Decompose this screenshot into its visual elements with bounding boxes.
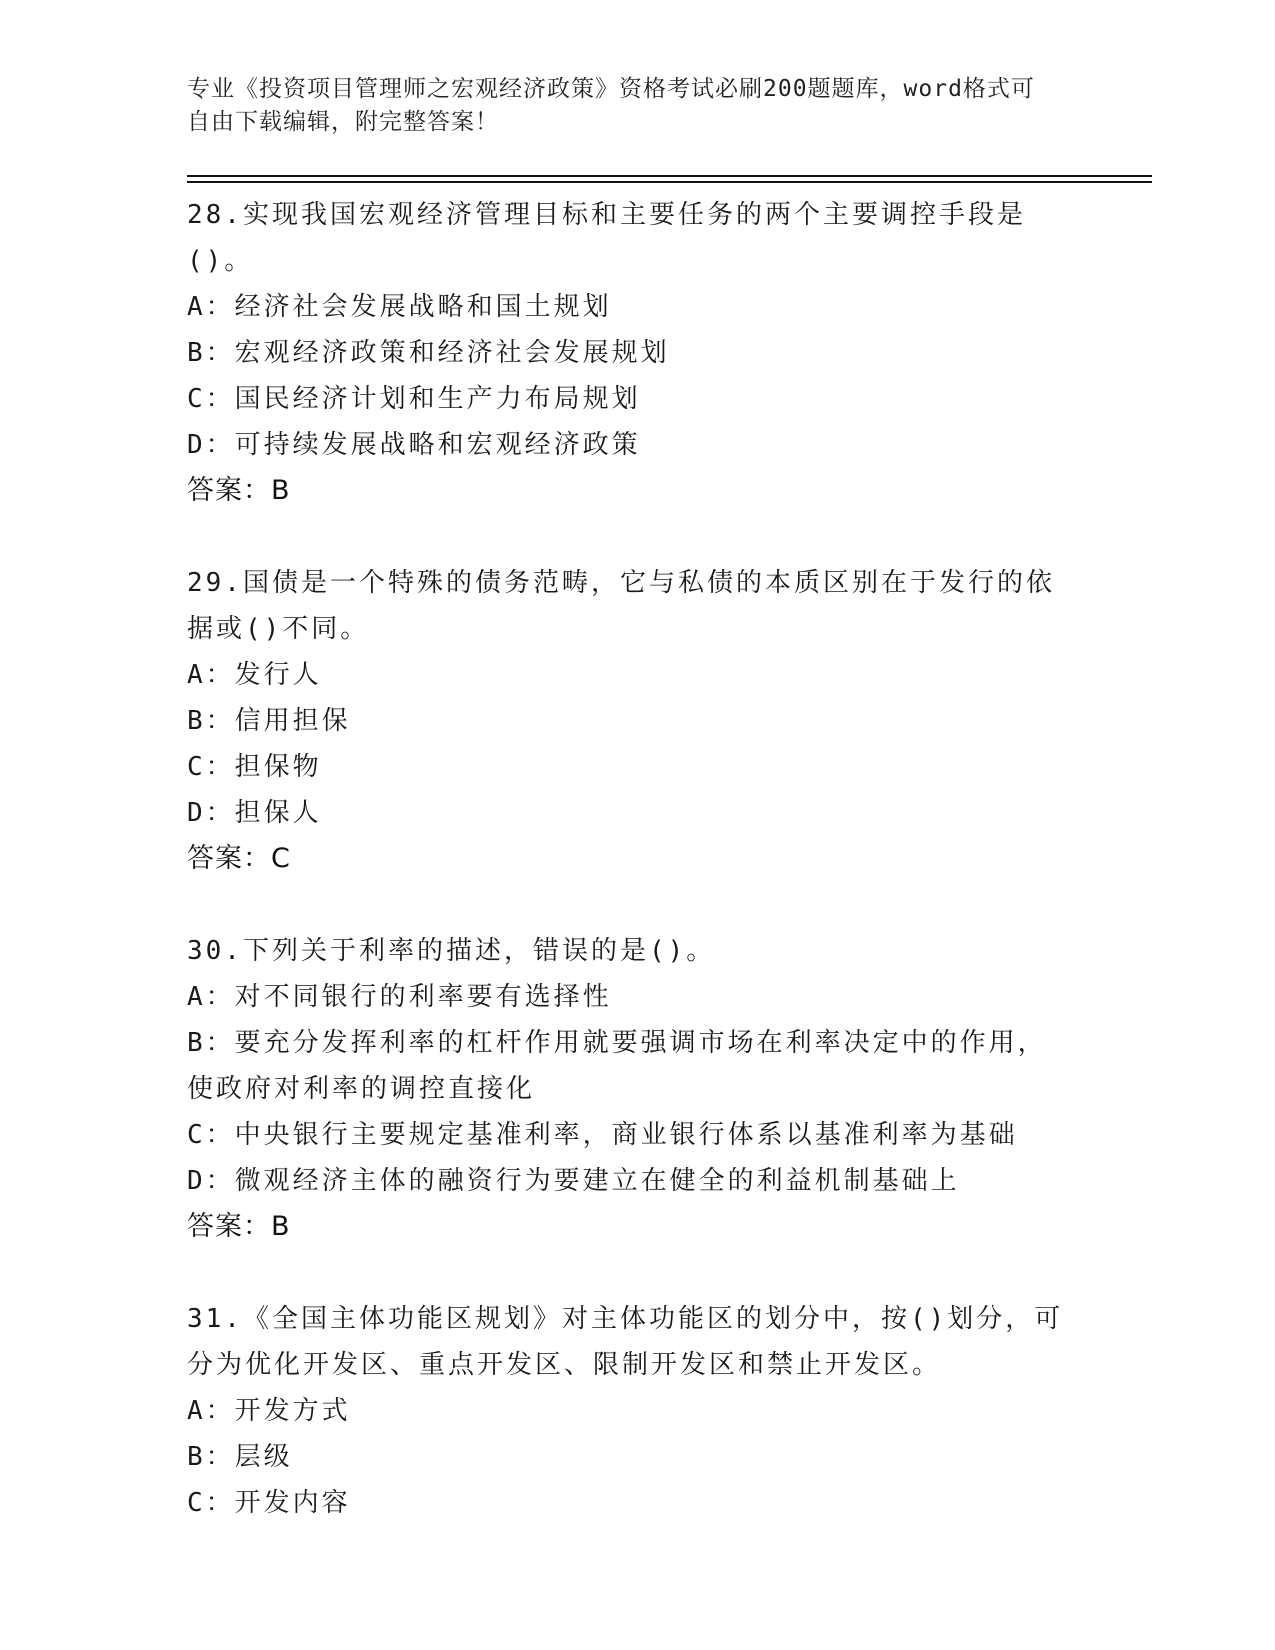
question-31	[187, 1296, 1067, 1526]
option-d: D：微观经济主体的融资行为要建立在健全的利益机制基础上	[187, 1166, 960, 1196]
document-header	[187, 73, 1067, 139]
option-c: C：开发内容	[187, 1488, 351, 1518]
answer-line: 答案：B	[187, 475, 291, 506]
answer-line: 答案：B	[187, 1211, 291, 1242]
option-d: D：可持续发展战略和宏观经济政策	[187, 430, 641, 460]
option-a: A：发行人	[187, 660, 322, 690]
question-28	[187, 192, 1067, 514]
option-c: C：国民经济计划和生产力布局规划	[187, 384, 641, 414]
header-divider-top	[187, 175, 1152, 177]
option-b: B：要充分发挥利率的杠杆作用就要强调市场在利率决定中的作用，使政府对利率的调控直接化	[187, 1028, 1047, 1104]
question-text: 29.国债是一个特殊的债务范畴，它与私债的本质区别在于发行的依据或()不同。	[187, 568, 1055, 644]
option-b: B：层级	[187, 1442, 293, 1472]
question-29	[187, 560, 1067, 882]
option-c: C：中央银行主要规定基准利率，商业银行体系以基准利率为基础	[187, 1120, 1018, 1150]
option-d: D：担保人	[187, 798, 322, 828]
question-list	[187, 192, 1067, 1572]
question-text: 31.《全国主体功能区规划》对主体功能区的划分中，按()划分，可分为优化开发区、重点开发区、限制开发区和禁止开发区。	[187, 1304, 1064, 1380]
header-divider-bottom	[187, 181, 1152, 183]
header-line-2: 自由下载编辑，附完整答案！	[187, 109, 499, 135]
option-c: C：担保物	[187, 752, 322, 782]
question-30	[187, 928, 1067, 1250]
option-b: B：宏观经济政策和经济社会发展规划	[187, 338, 670, 368]
option-b: B：信用担保	[187, 706, 351, 736]
option-a: A：经济社会发展战略和国土规划	[187, 292, 612, 322]
answer-line: 答案：C	[187, 843, 291, 874]
option-a: A：对不同银行的利率要有选择性	[187, 982, 612, 1012]
header-line-1: 专业《投资项目管理师之宏观经济政策》资格考试必刷200题题库，word格式可	[187, 76, 1035, 102]
question-text: 30.下列关于利率的描述，错误的是()。	[187, 936, 716, 966]
question-text: 28.实现我国宏观经济管理目标和主要任务的两个主要调控手段是()。	[187, 200, 1026, 276]
option-a: A：开发方式	[187, 1396, 351, 1426]
